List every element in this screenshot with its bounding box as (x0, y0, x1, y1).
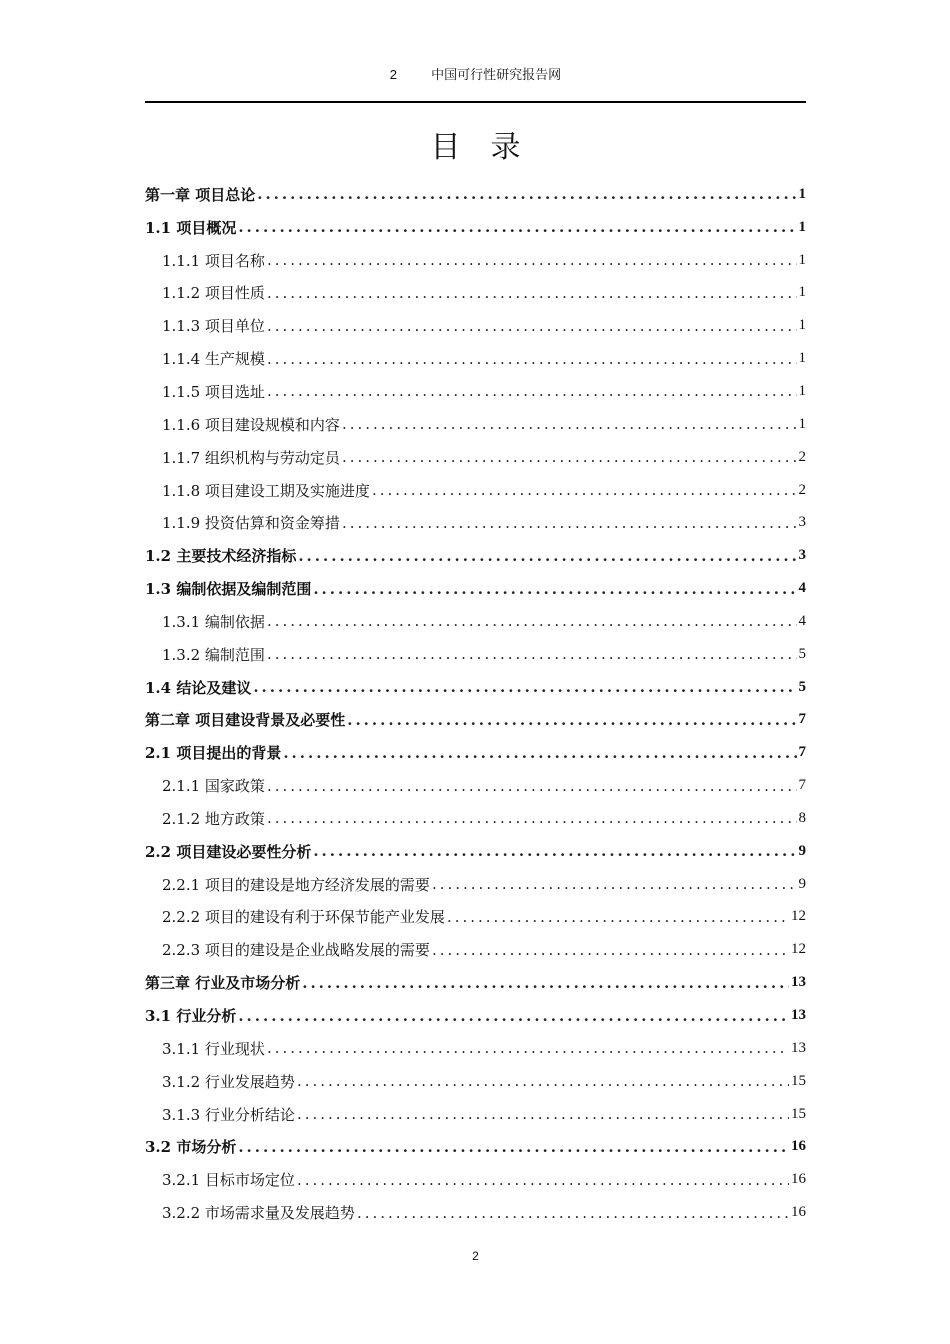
toc-entry[interactable] (145, 244, 806, 277)
toc-entry-page: 1 (798, 415, 806, 432)
toc-entry-page: 15 (791, 1072, 806, 1089)
toc-entry[interactable] (145, 802, 806, 835)
toc-entry[interactable] (145, 474, 806, 507)
toc-leader-dots (313, 842, 796, 860)
toc-leader-dots (342, 415, 797, 433)
toc-entry-label: 3.1.1 行业现状 (162, 1039, 265, 1058)
toc-entry-page: 7 (798, 711, 806, 728)
toc-leader-dots (267, 777, 797, 795)
toc-entry-page: 3 (798, 514, 806, 531)
toc-entry-label: 1.1.5 项目选址 (162, 382, 265, 401)
toc-entry[interactable] (145, 1196, 806, 1229)
toc-entry-label: 1.1.2 项目性质 (162, 284, 265, 303)
toc-leader-dots (447, 908, 789, 926)
toc-entry-label: 3.1.2 行业发展趋势 (162, 1072, 295, 1091)
toc-entry-label: 第三章 行业及市场分析 (145, 974, 301, 993)
toc-entry-page: 16 (791, 1171, 806, 1188)
toc-entry-page: 15 (791, 1105, 806, 1122)
toc-entry[interactable] (145, 835, 806, 868)
toc-entry-page: 12 (791, 908, 806, 925)
toc-entry[interactable] (145, 277, 806, 310)
toc-leader-dots (313, 580, 796, 598)
toc-entry-page: 1 (798, 382, 806, 399)
toc-entry[interactable] (145, 572, 806, 605)
toc-entry-page: 5 (798, 645, 806, 662)
toc-entry-page: 1 (798, 284, 806, 301)
toc-entry-label: 2.2.1 项目的建设是地方经济发展的需要 (162, 875, 430, 894)
header-site-name: 中国可行性研究报告网 (431, 68, 562, 83)
toc-entry-label: 1.1.9 投资估算和资金筹措 (162, 514, 340, 533)
toc-entry-label: 2.2 项目建设必要性分析 (145, 842, 312, 861)
toc-entry[interactable] (145, 1065, 806, 1098)
toc-entry[interactable] (145, 375, 806, 408)
toc-entry[interactable] (145, 605, 806, 638)
toc-entry-page: 2 (798, 448, 806, 465)
toc-entry-label: 1.2 主要技术经济指标 (145, 547, 297, 566)
toc-entry-label: 3.2.2 市场需求量及发展趋势 (162, 1204, 355, 1223)
toc-entry-label: 1.1.7 组织机构与劳动定员 (162, 448, 340, 467)
toc-entry-label: 3.1.3 行业分析结论 (162, 1105, 295, 1124)
toc-leader-dots (283, 744, 796, 762)
toc-entry-page: 8 (798, 809, 806, 826)
toc-leader-dots (267, 251, 797, 269)
toc-entry[interactable] (145, 1163, 806, 1196)
toc-leader-dots (253, 678, 796, 696)
toc-entry-label: 3.1 行业分析 (145, 1007, 237, 1026)
toc-leader-dots (238, 218, 796, 236)
toc-entry-page: 1 (798, 251, 806, 268)
toc-leader-dots (298, 547, 796, 565)
toc-entry-page: 16 (791, 1204, 806, 1221)
toc-entry[interactable] (145, 539, 806, 572)
toc-leader-dots (267, 809, 797, 827)
toc-leader-dots (238, 1007, 789, 1025)
toc-entry-label: 1.3 编制依据及编制范围 (145, 580, 312, 599)
toc-entry-label: 2.1.1 国家政策 (162, 777, 265, 796)
toc-entry-label: 2.2.2 项目的建设有利于环保节能产业发展 (162, 908, 445, 927)
toc-leader-dots (257, 185, 796, 203)
toc-entry[interactable] (145, 408, 806, 441)
table-of-contents (145, 178, 806, 1229)
toc-entry[interactable] (145, 342, 806, 375)
toc-entry-page: 9 (798, 842, 806, 859)
toc-leader-dots (372, 481, 797, 499)
toc-entry[interactable] (145, 704, 806, 737)
toc-entry-page: 2 (798, 481, 806, 498)
toc-entry-label: 第一章 项目总论 (145, 185, 256, 204)
toc-entry-label: 1.3.2 编制范围 (162, 645, 265, 664)
toc-leader-dots (342, 514, 797, 532)
toc-entry[interactable] (145, 868, 806, 901)
toc-entry[interactable] (145, 1130, 806, 1163)
toc-leader-dots (297, 1105, 789, 1123)
page-title: 目录 (430, 130, 551, 165)
toc-entry-page: 7 (798, 777, 806, 794)
toc-entry-page: 1 (798, 317, 806, 334)
toc-leader-dots (357, 1204, 789, 1222)
toc-leader-dots (267, 382, 797, 400)
toc-entry-label: 1.1.1 项目名称 (162, 251, 265, 270)
toc-leader-dots (267, 317, 797, 335)
header-page-number: 2 (389, 67, 398, 82)
toc-leader-dots (297, 1171, 789, 1189)
toc-entry-page: 4 (798, 612, 806, 629)
toc-entry-page: 12 (791, 941, 806, 958)
toc-entry[interactable] (145, 933, 806, 966)
toc-entry-page: 13 (791, 1007, 806, 1024)
toc-leader-dots (267, 645, 797, 663)
toc-entry[interactable] (145, 1098, 806, 1131)
toc-leader-dots (267, 350, 797, 368)
toc-entry-page: 4 (798, 580, 806, 597)
toc-entry-label: 3.2 市场分析 (145, 1138, 237, 1157)
toc-leader-dots (347, 711, 796, 729)
toc-leader-dots (342, 448, 797, 466)
toc-entry-label: 1.1.3 项目单位 (162, 317, 265, 336)
toc-leader-dots (432, 941, 789, 959)
toc-leader-dots (267, 1039, 789, 1057)
toc-entry[interactable] (145, 309, 806, 342)
toc-entry[interactable] (145, 506, 806, 539)
toc-entry[interactable] (145, 638, 806, 671)
toc-entry-label: 1.3.1 编制依据 (162, 612, 265, 631)
toc-entry-label: 1.1 项目概况 (145, 218, 237, 237)
toc-entry-page: 1 (798, 350, 806, 367)
toc-entry-page: 1 (798, 218, 806, 235)
toc-entry-label: 2.1.2 地方政策 (162, 809, 265, 828)
toc-entry-label: 1.1.8 项目建设工期及实施进度 (162, 481, 370, 500)
toc-leader-dots (238, 1138, 789, 1156)
toc-entry[interactable] (145, 901, 806, 934)
toc-entry[interactable] (145, 211, 806, 244)
toc-entry[interactable] (145, 671, 806, 704)
toc-entry-page: 1 (798, 185, 806, 202)
toc-entry-label: 1.4 结论及建议 (145, 678, 252, 697)
toc-entry-page: 9 (798, 875, 806, 892)
toc-leader-dots (297, 1072, 789, 1090)
toc-entry-label: 第二章 项目建设背景及必要性 (145, 711, 346, 730)
toc-entry[interactable] (145, 769, 806, 802)
toc-entry[interactable] (145, 999, 806, 1032)
toc-leader-dots (302, 974, 789, 992)
toc-entry[interactable] (145, 178, 806, 211)
toc-entry-label: 1.1.4 生产规模 (162, 350, 265, 369)
toc-leader-dots (267, 612, 797, 630)
header-divider (145, 101, 806, 103)
toc-entry-label: 3.2.1 目标市场定位 (162, 1171, 295, 1190)
toc-entry[interactable] (145, 736, 806, 769)
toc-entry-label: 2.2.3 项目的建设是企业战略发展的需要 (162, 941, 430, 960)
toc-entry-page: 13 (791, 974, 806, 991)
toc-entry[interactable] (145, 1032, 806, 1065)
toc-entry-page: 5 (798, 678, 806, 695)
toc-entry[interactable] (145, 441, 806, 474)
toc-leader-dots (432, 875, 797, 893)
toc-entry-page: 16 (791, 1138, 806, 1155)
toc-entry-page: 13 (791, 1039, 806, 1056)
toc-entry-page: 7 (798, 744, 806, 761)
page-header (145, 64, 806, 83)
toc-entry[interactable] (145, 966, 806, 999)
page-footer-number: 2 (472, 1249, 479, 1263)
toc-entry-page: 3 (798, 547, 806, 564)
toc-leader-dots (267, 284, 797, 302)
toc-entry-label: 1.1.6 项目建设规模和内容 (162, 415, 340, 434)
toc-entry-label: 2.1 项目提出的背景 (145, 744, 282, 763)
